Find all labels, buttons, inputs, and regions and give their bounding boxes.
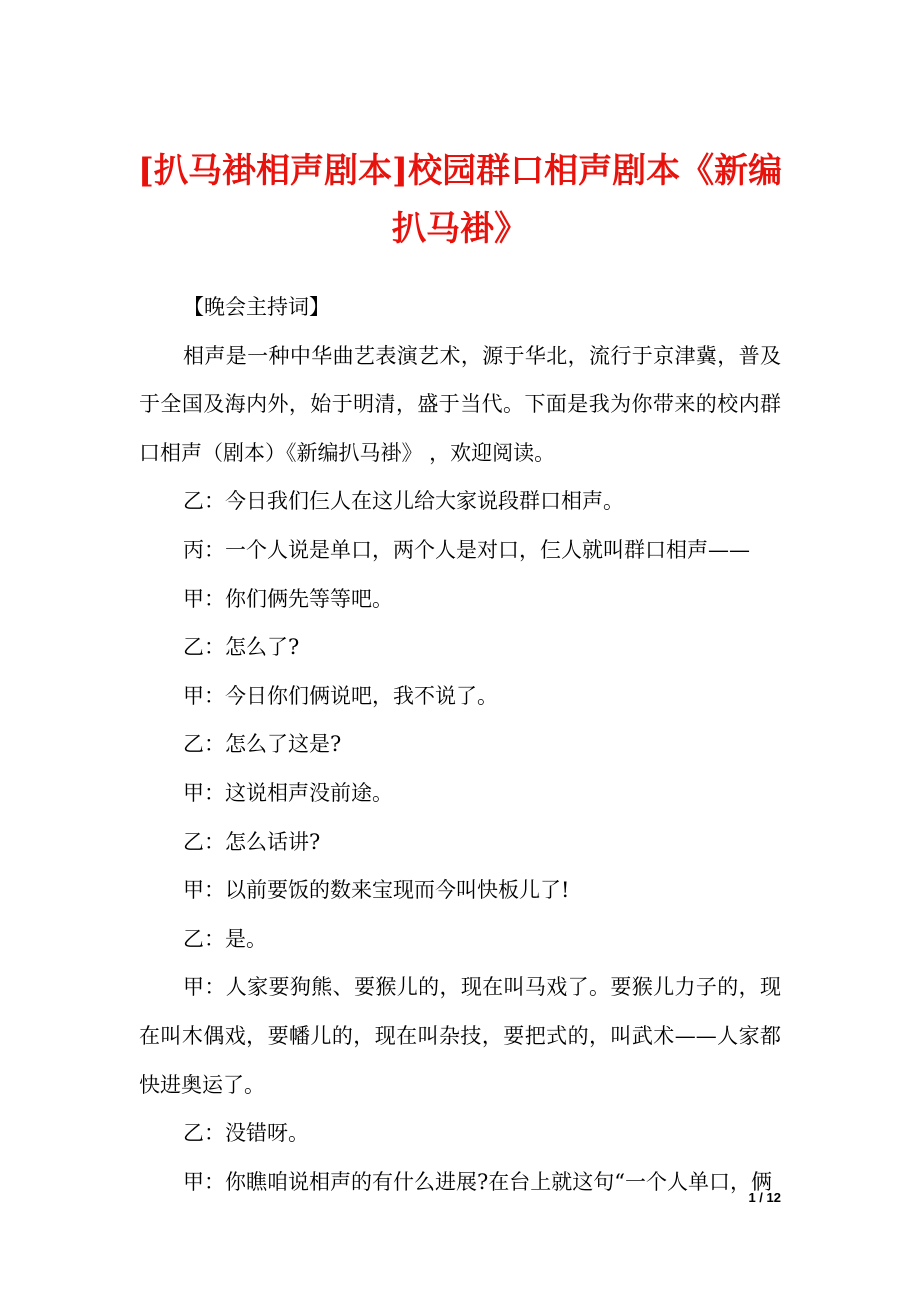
- title-line-1: [扒马褂相声剧本]校园群口相声剧本《新编: [137, 151, 783, 191]
- paragraph: 相声是一种中华曲艺表演艺术，源于华北，流行于京津冀，普及于全国及海内外，始于明清，盛于当代。下面是我为你带来的校内群口相声（剧本）《新编扒马褂》 ，欢迎阅读。: [139, 343, 781, 465]
- dialogue-line: 甲：你们俩先等等吧。: [183, 586, 393, 611]
- page-number: 1 / 12: [748, 1190, 781, 1205]
- dialogue-line: 乙：没错呀。: [183, 1121, 309, 1146]
- dialogue-line: 甲：你瞧咱说相声的有什么进展?在台上就这句“一个人单口，俩: [183, 1169, 772, 1194]
- dialogue-line: 丙：一个人说是单口，两个人是对口，仨人就叫群口相声——: [183, 537, 750, 562]
- dialogue-line: 乙：怎么了这是?: [183, 732, 342, 757]
- dialogue-line: 乙：今日我们仨人在这儿给大家说段群口相声。: [183, 489, 624, 514]
- dialogue-line: 甲：以前要饭的数来宝现而今叫快板儿了!: [183, 878, 570, 903]
- document-title: [100, 142, 820, 258]
- dialogue-line: 乙：怎么话讲?: [183, 829, 321, 854]
- title-line-2: 扒马褂》: [392, 209, 528, 249]
- dialogue-line: 乙：是。: [183, 926, 267, 951]
- dialogue-line: 甲：今日你们俩说吧，我不说了。: [183, 683, 498, 708]
- paragraph-heading: 【晚会主持词】: [183, 295, 330, 319]
- dialogue-line: 乙：怎么了?: [183, 635, 300, 660]
- dialogue-line: 甲：人家要狗熊、要猴儿的，现在叫马戏了。要猴儿力子的，现在叫木偶戏，要幡儿的，现在叫杂技，要把式的，叫武术——人家都快进奥运了。: [139, 975, 781, 1097]
- document-body: [139, 283, 781, 1206]
- dialogue-line: 甲：这说相声没前途。: [183, 780, 393, 805]
